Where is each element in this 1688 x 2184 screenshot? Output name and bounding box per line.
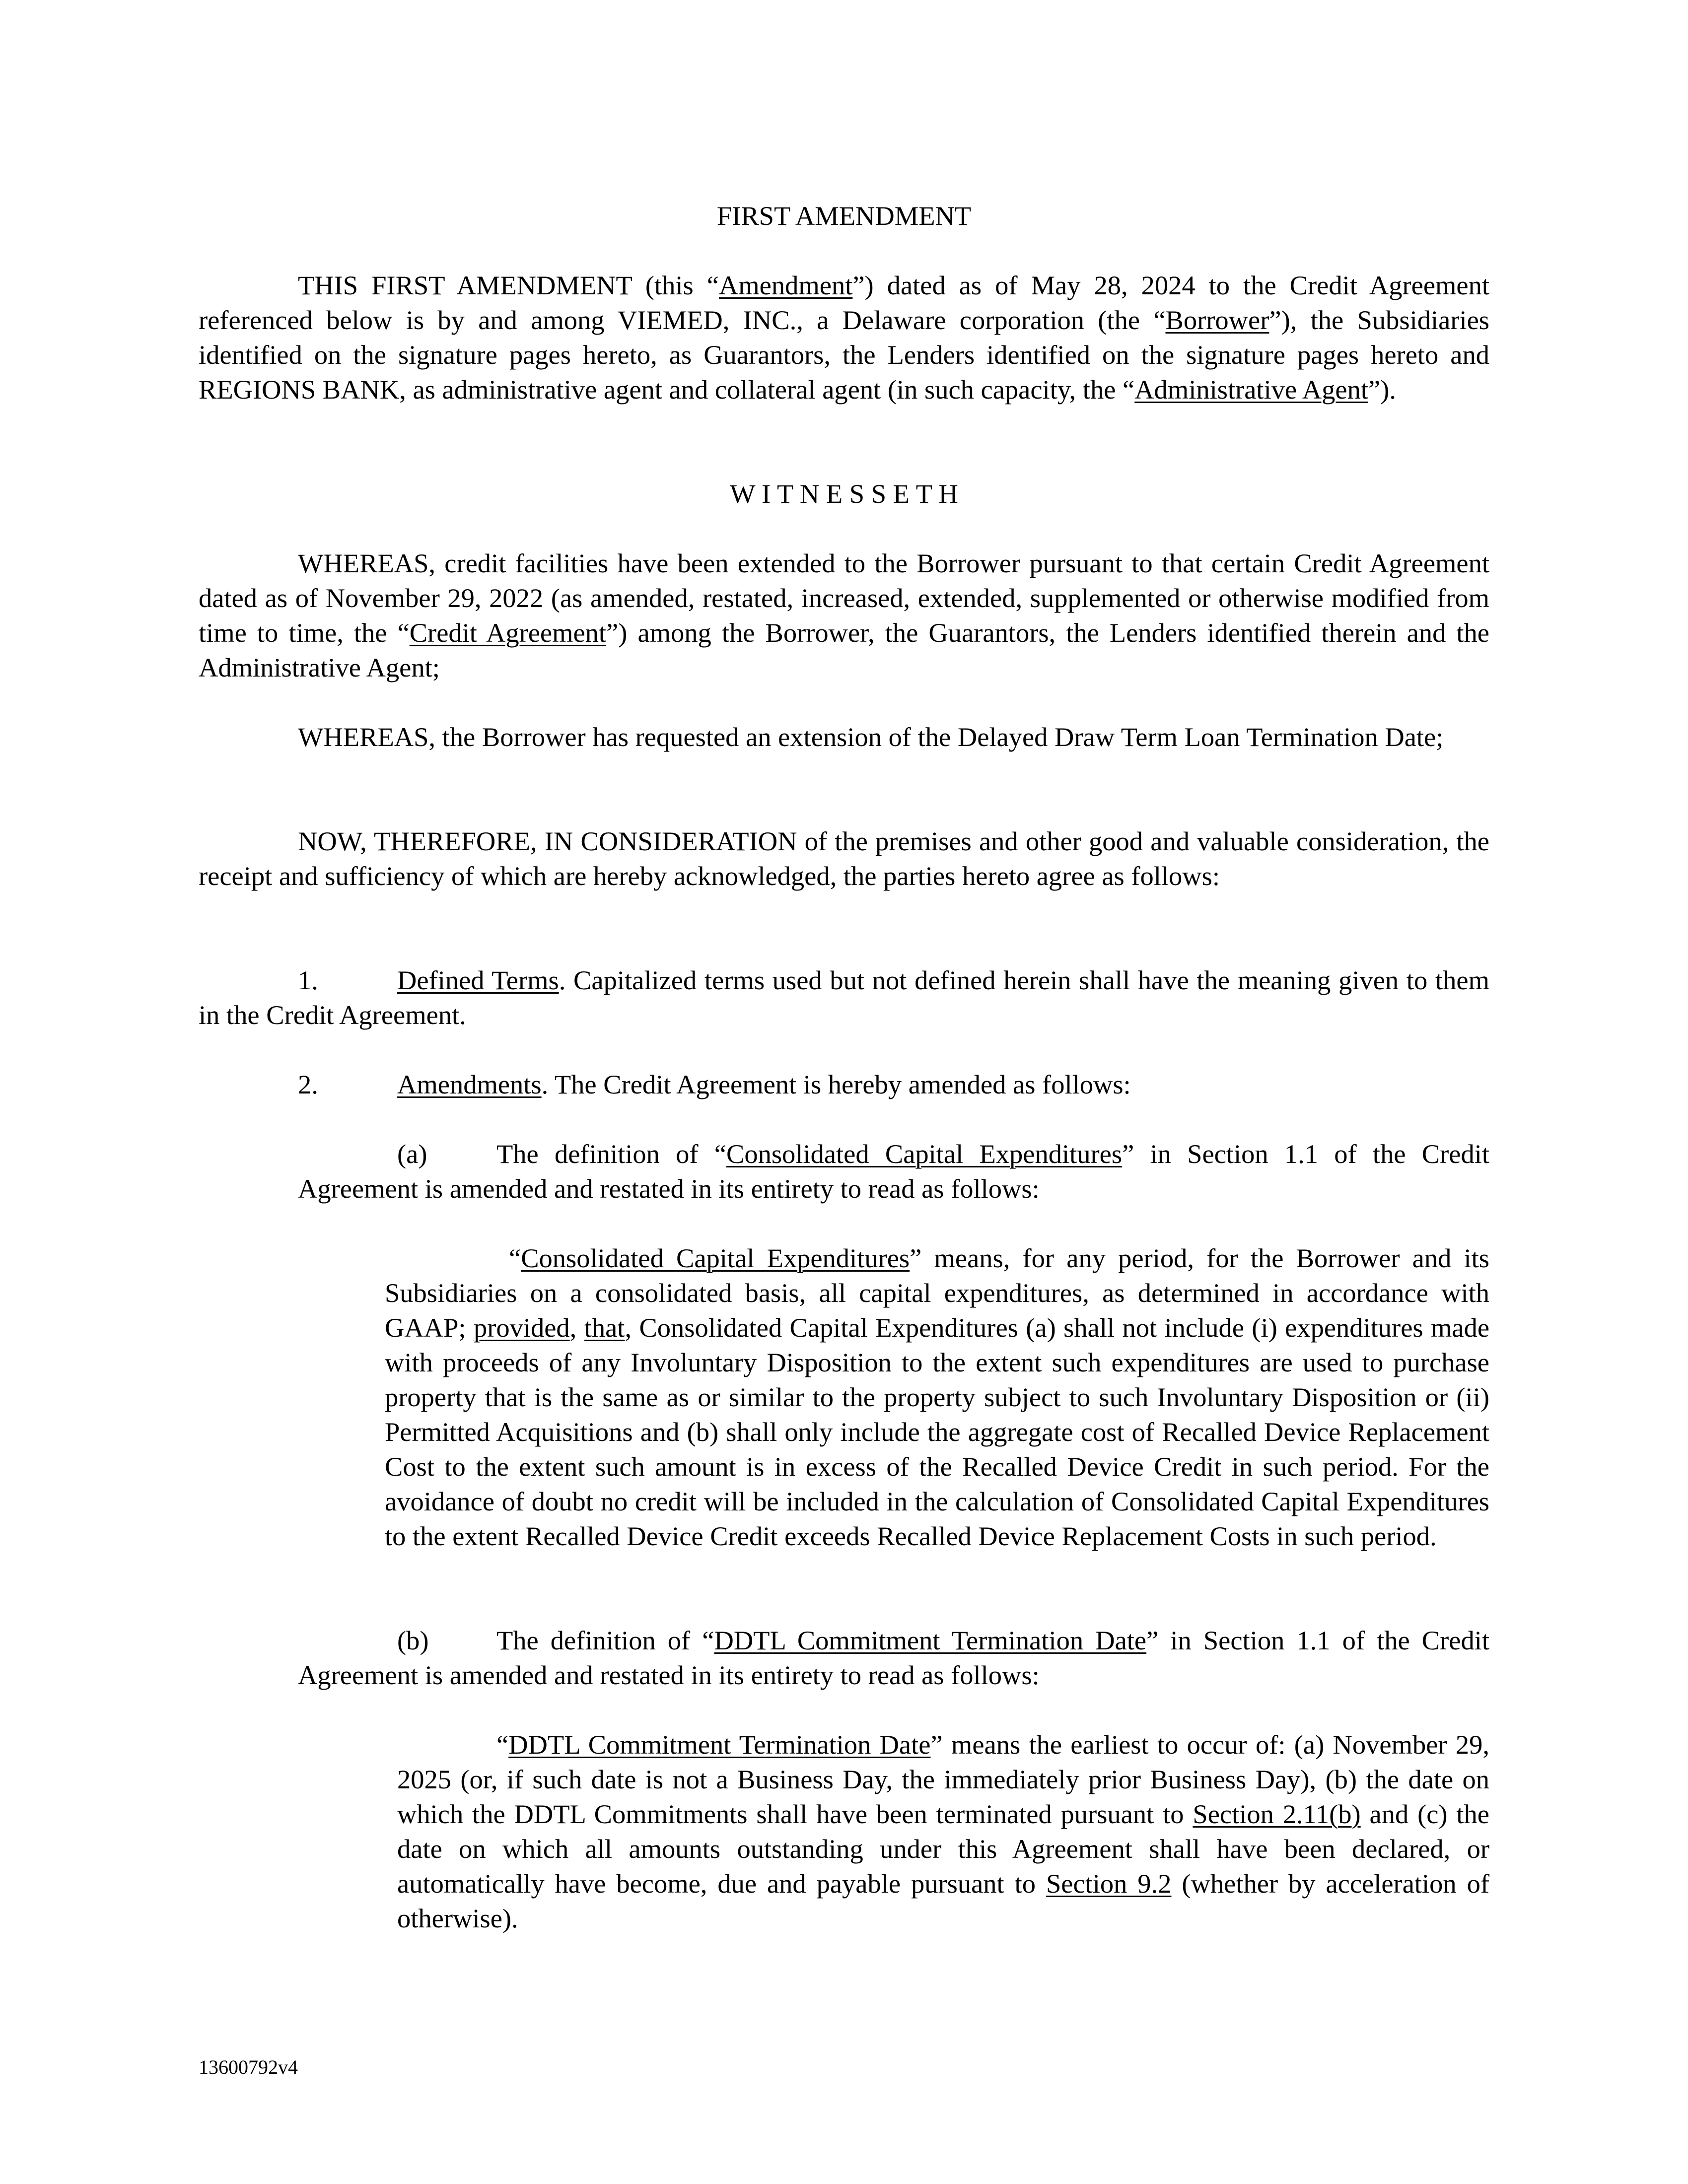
subsection-a	[298, 1137, 1489, 1206]
term-provided: provided	[473, 1312, 570, 1343]
definition-text: ” means, for any period, for the Borrower and its Subsidiaries on a consolidated basis, all capital expenditures, as determined in accordance with GAAP;	[385, 1243, 1489, 1343]
witnesseth-heading	[199, 477, 1489, 511]
section-2-paragraph	[199, 1067, 1489, 1102]
defined-term-consolidated-capex: Consolidated Capital Expenditures	[726, 1139, 1123, 1169]
section-reference-9-2: Section 9.2	[1046, 1868, 1172, 1899]
defined-term-consolidated-capex: Consolidated Capital Expenditures	[521, 1243, 910, 1273]
definition-consolidated-capex	[385, 1241, 1489, 1554]
subsection-label: (b)	[397, 1625, 429, 1655]
definition-text: “	[496, 1729, 509, 1760]
section-reference-2-11b: Section 2.11(b)	[1193, 1799, 1361, 1829]
subsection-label: (a)	[397, 1139, 427, 1169]
defined-term-amendment: Amendment	[718, 270, 853, 300]
section-1-paragraph	[199, 963, 1489, 1032]
witnesseth-text: W I T N E S S E T H	[730, 478, 958, 509]
whereas-text: WHEREAS, the Borrower has requested an extension of the Delayed Draw Term Loan Termination Date;	[298, 722, 1444, 752]
now-therefore-paragraph	[199, 824, 1489, 893]
now-therefore-text: NOW, THEREFORE, IN CONSIDERATION of the premises and other good and valuable consideration, the receipt and sufficiency of which are hereby acknowledged, the parties hereto agree as follows:	[199, 826, 1489, 891]
section-number: 1.	[298, 965, 318, 995]
whereas-paragraph-1	[199, 546, 1489, 685]
definition-text: (whether by acceleration of otherwise).	[397, 1868, 1489, 1933]
intro-text: ”).	[1368, 374, 1396, 405]
intro-text: ”), the Subsidiaries identified on the signature pages hereto, as Guarantors, the Lenders identified on the signature pages hereto and REGIONS BANK, as administrative agent and collateral agent (in such capacity, the “	[199, 305, 1489, 405]
section-text: . Capitalized terms used but not defined herein shall have the meaning given to them in the Credit Agreement.	[199, 965, 1489, 1030]
subsection-text: ” in Section 1.1 of the Credit Agreement is amended and restated in its entirety to read as follows:	[298, 1625, 1489, 1690]
intro-paragraph	[199, 268, 1489, 407]
subsection-text: The definition of “	[496, 1625, 714, 1655]
defined-term-credit-agreement: Credit Agreement	[409, 617, 607, 648]
document-id-footer	[199, 2055, 298, 2080]
section-heading: Amendments	[397, 1069, 542, 1099]
subsection-text: The definition of “	[496, 1139, 726, 1169]
defined-term-administrative-agent: Administrative Agent	[1134, 374, 1368, 405]
whereas-text: ”) among the Borrower, the Guarantors, the Lenders identified therein and the Administrative Agent;	[199, 617, 1489, 682]
subsection-text: ” in Section 1.1 of the Credit Agreement is amended and restated in its entirety to read as follows:	[298, 1139, 1489, 1204]
section-heading: Defined Terms	[397, 965, 559, 995]
subsection-b	[298, 1623, 1489, 1693]
defined-term-ddtl-date: DDTL Commitment Termination Date	[508, 1729, 931, 1760]
whereas-paragraph-2	[199, 720, 1489, 754]
section-number: 2.	[298, 1069, 318, 1099]
term-that: that	[584, 1312, 625, 1343]
definition-text: ” means the earliest to occur of: (a) November 29, 2025 (or, if such date is not a Business Day, the immediately prior Business Day), (b) the date on which the DDTL Commitments shall have been terminated pursuant to	[397, 1729, 1489, 1829]
defined-term-ddtl-date: DDTL Commitment Termination Date	[714, 1625, 1147, 1655]
definition-text: and (c) the date on which all amounts outstanding under this Agreement shall have been declared, or automatically have become, due and payable pursuant to	[397, 1799, 1490, 1899]
definition-ddtl-date	[397, 1727, 1489, 1936]
definition-text: ,	[569, 1312, 584, 1343]
document-id: 13600792v4	[199, 2056, 298, 2078]
definition-text: , Consolidated Capital Expenditures (a) shall not include (i) expenditures made with proceeds of any Involuntary Disposition to the extent such expenditures are used to purchase property that is the same as or similar to the property subject to such Involuntary Disposition or (ii) Permitted Acquisitions and (b) shall only include the aggregate cost of Recalled Device Replacement Cost to the extent such amount is in excess of the Recalled Device Credit in such period. For the avoidance of doubt no credit will be included in the calculation of Consolidated Capital Expenditures to the extent Recalled Device Credit exceeds Recalled Device Replacement Costs in such period.	[385, 1312, 1490, 1551]
intro-text: ”) dated as of May 28, 2024 to the Credit Agreement referenced below is by and among VIEMED, INC., a Delaware corporation (the “	[199, 270, 1489, 335]
document-title	[199, 199, 1489, 233]
definition-text: “	[509, 1243, 521, 1273]
defined-term-borrower: Borrower	[1165, 305, 1269, 335]
section-text: . The Credit Agreement is hereby amended as follows:	[541, 1069, 1131, 1099]
title-text: FIRST AMENDMENT	[716, 201, 972, 231]
intro-text: THIS FIRST AMENDMENT (this “	[298, 270, 719, 300]
whereas-text: WHEREAS, credit facilities have been extended to the Borrower pursuant to that certain Credit Agreement dated as of November 29, 2022 (as amended, restated, increased, extended, supplemented or otherwise modified from time to time, the “	[199, 548, 1489, 648]
